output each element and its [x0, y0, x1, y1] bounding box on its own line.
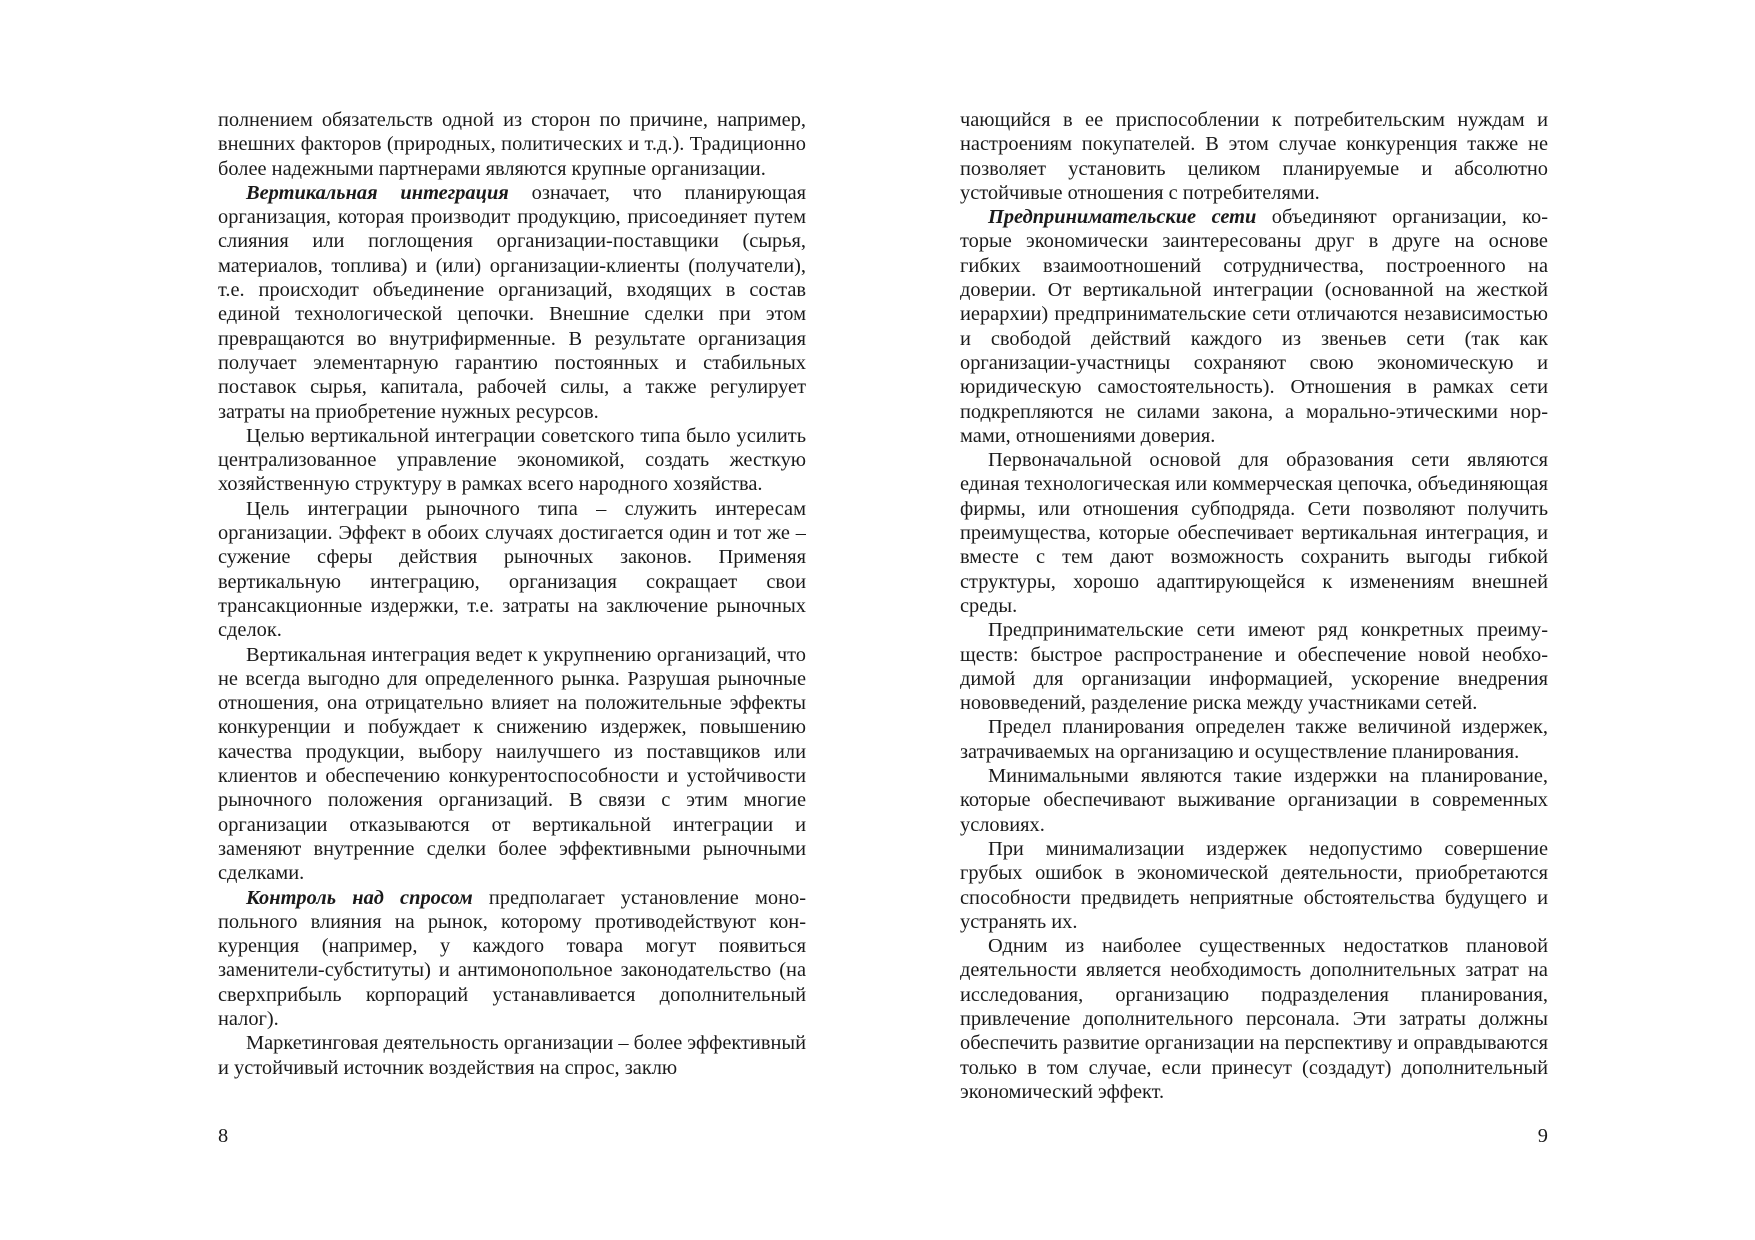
paragraph: полнением обязательств одной из сторон по причине, например, внешних факторов (природных, политических и т.д.). Традиционно более надежными партнерами являются крупные организации.	[218, 109, 806, 180]
paragraph	[218, 181, 806, 424]
paragraph: Минимальными являются такие издержки на планирование, которые обеспечивают выживание организации в современных условиях.	[960, 765, 1548, 836]
paragraph-body: означает, что планирующая организация, которая производит продукцию, присоединяет путем слияния или поглощения организации-поставщики (сырья, материалов, топлива) и (или) организации-клиенты (получатели), т.е. происходит объединение организаций, входящих в состав единой технологической цепочки. Внешние сделки при этом превращаются во внутрифирменные. В результате организация получает элементарную гарантию постоянных и стабильных поставок сырья, капитала, рабочей силы, а также регулирует затраты на приобретение нужных ресурсов.	[218, 181, 806, 423]
term-heading: Вертикальная интеграция	[246, 181, 509, 204]
paragraph	[960, 205, 1548, 448]
page-number: 9	[1537, 1125, 1548, 1147]
paragraph: Вертикальная интеграция ведет к укрупнению организаций, что не всегда выгодно для определенного рынка. Разрушая рыночные отношения, она отрицательно влияет на положительные эффекты конкуренции и побуждает к снижению издержек, повышению качества продукции, выбору наилучшего из поставщиков или клиентов и обеспечению конкурентоспособности и устойчивости рыночного положения организаций. В связи с этим многие организации отказываются от вертикальной интеграции и заменяют внутренние сделки более эффективными рыночными сделками.	[218, 643, 806, 885]
right-page	[960, 108, 1548, 1168]
paragraph-body: предполагает установление монопольного влияния на рынок, которому противодействуют конкуренция (например, у каждого товара могут появиться заменители-субституты) и антимонопольное законодательство (на сверхприбыль корпораций устанавливается дополнительный налог).	[218, 886, 806, 1030]
paragraph: Цель интеграции рыночного типа – служить интересам организации. Эффект в обоих случаях достигается один и тот же – сужение сферы действия рыночных законов. Применяя вертикальную интеграцию, организация сокращает свои трансакционные издержки, т.е. затраты на заключение рыночных сделок.	[218, 497, 806, 642]
paragraph: При минимализации издержек недопустимо совершение грубых ошибок в экономической деятельности, приобретаются способности предвидеть неприятные обстоятельства будущего и устранять их.	[960, 837, 1548, 933]
left-page	[218, 108, 806, 1168]
term-heading: Предпринимательские сети	[988, 206, 1257, 229]
paragraph-body: объединяют организации, которые экономически заинтересованы друг в друге на основе гибких взаимоотношений сотрудничества, построенного на доверии. От вертикальной интеграции (основанной на жесткой иерархии) предпринимательские сети отличаются независимостью и свободой действий каждого из звеньев сети (так как организации-участницы сохраняют свою экономическую и юридическую самостоятельность). Отношения в рамках сети подкрепляются не силами закона, а морально-этическими нормами, отношениями доверия.	[960, 206, 1548, 447]
paragraph: Предпринимательские сети имеют ряд конкретных преимуществ: быстрое распространение и обеспечение новой необходимой для организации информацией, ускорение внедрения нововведений, разделение риска между участниками сетей.	[960, 619, 1548, 715]
paragraph: чающийся в ее приспособлении к потребительским нуждам и настроениям покупателей. В этом случае конкуренция также не позволяет установить целиком планируемые и абсолютно устойчивые отношения с потребителями.	[960, 109, 1548, 204]
right-page-text	[960, 108, 1548, 1118]
page-number: 8	[218, 1125, 229, 1147]
left-page-text	[218, 108, 806, 1118]
paragraph: Первоначальной основой для образования сети являются единая технологическая или коммерческая цепочка, объединяющая фирмы, или отношения субподряда. Сети позволяют получить преимущества, которые обеспечивает вертикальная интеграция, и вместе с тем дают возможность сохранить выгоды гибкой структуры, хорошо адаптирующейся к изменениям внешней среды.	[960, 449, 1548, 617]
paragraph	[218, 886, 806, 1032]
paragraph: Целью вертикальной интеграции советского типа было усилить централизованное управление экономикой, создать жесткую хозяйственную структуру в рамках всего народного хозяйства.	[218, 424, 806, 496]
paragraph: Предел планирования определен также величиной издержек, затрачиваемых на организацию и осуществление планирования.	[960, 716, 1548, 763]
paragraph: Одним из наиболее существенных недостатков плановой деятельности является необходимость дополнительных затрат на исследования, организацию подразделения планирования, привлечение дополнительного персонала. Эти затраты должны обеспечить развитие организации на перспективу и оправдываются только в том случае, если принесут (создадут) дополнительный экономический эффект.	[960, 935, 1548, 1103]
term-heading: Контроль над спросом	[246, 886, 473, 909]
paragraph: Маркетинговая деятельность организации – более эффективный и устойчивый источник воздействия на спрос, заклю	[218, 1032, 806, 1079]
